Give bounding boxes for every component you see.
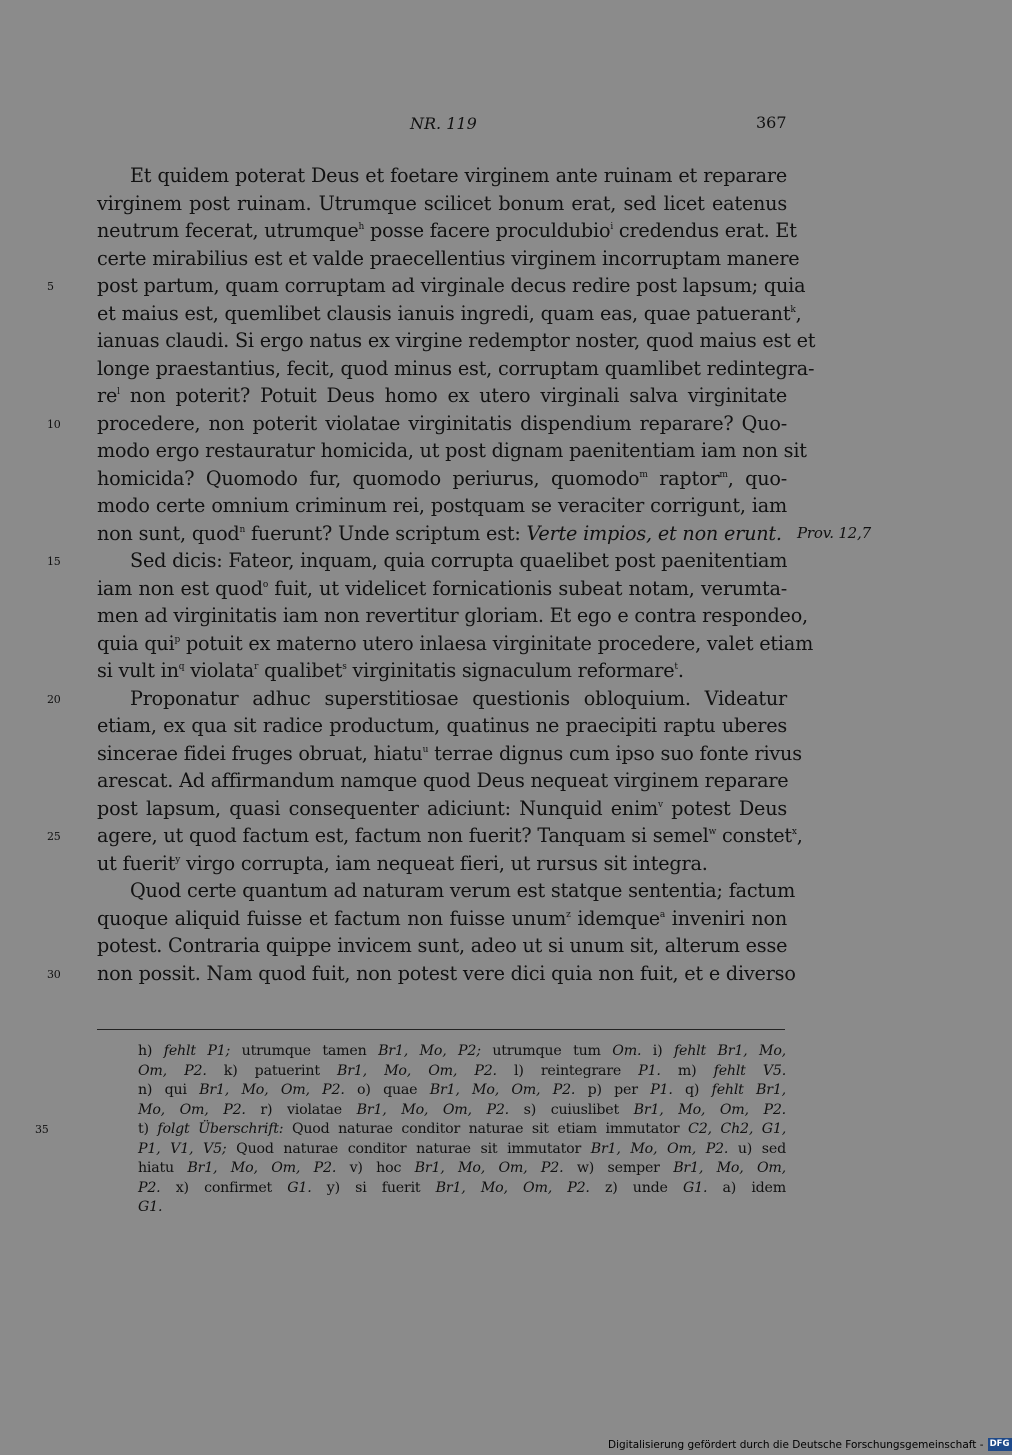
margin-note: Prov. 12,7 [797, 523, 871, 542]
text-line [47, 272, 806, 300]
text-line [97, 162, 787, 190]
line-text: neutrum fecerat, utrumque$^h$ posse facere proculdubio$^i$ credendus erat. Et [97, 219, 797, 242]
line-text: procedere, non poterit violatae virginitatis dispendium reparare? Quo- [97, 411, 787, 435]
text-line [97, 575, 787, 603]
line-text: homicida? Quomodo fur, quomodo periurus, quomodo$^m$ raptor$^m$, quo- [97, 466, 787, 490]
text-line [97, 657, 787, 685]
line-text: non sunt, quod$^n$ fuerunt? Unde scriptum est: Verte impios, et non erunt. [97, 521, 782, 545]
running-title: NR. 119 [410, 114, 477, 133]
main-text [47, 162, 871, 987]
text-line [97, 740, 802, 768]
text-line [97, 300, 802, 328]
line-text: sincerae fidei fruges obruat, hiatu$^u$ terrae dignus cum ipso suo fonte rivus [97, 741, 802, 765]
apparatus-text: Mo, Om, P2. r) violatae Br1, Mo, Om, P2. s) cuiuslibet Br1, Mo, Om, P2. [138, 1101, 786, 1118]
text-line [47, 547, 788, 575]
line-text: iam non est quod$^o$ fuit, ut videlicet fornicationis subeat notam, verumta- [97, 576, 787, 600]
line-text: etiam, ex qua sit radice productum, quatinus ne praecipiti raptu uberes [97, 714, 787, 737]
apparatus-line [138, 1159, 786, 1179]
line-text: quia qui$^p$ potuit ex materno utero inlaesa virginitate procedere, valet etiam [97, 631, 814, 655]
text-line [97, 465, 787, 493]
apparatus-text: hiatu Br1, Mo, Om, P2. v) hoc Br1, Mo, Om, P2. w) semper Br1, Mo, Om, [138, 1160, 786, 1176]
apparatus-line [35, 1120, 786, 1140]
apparatus-text: t) folgt Überschrift: Quod naturae conditor naturae sit etiam immutator C2, Ch2, G1, [138, 1121, 786, 1137]
line-text: agere, ut quod factum est, factum non fuerit? Tanquam si semel$^w$ constet$^x$, [97, 824, 803, 847]
line-text: et maius est, quemlibet clausis ianuis ingredi, quam eas, quae patuerant$^k$, [97, 301, 802, 325]
text-line [97, 932, 787, 960]
line-text: modo ergo restauratur homicida, ut post dignam paenitentiam iam non sit [97, 439, 807, 462]
line-text: longe praestantius, fecit, quod minus est, corruptam quamlibet redintegra- [97, 356, 815, 380]
text-line [47, 685, 787, 713]
text-line [97, 767, 787, 795]
line-number: 20 [47, 692, 61, 706]
text-line [97, 217, 797, 245]
line-number: 35 [35, 1123, 49, 1136]
digitization-footer [608, 1437, 1012, 1452]
line-text: si vult $in^q$ violata$^r$ qualibet$^s$ virginitatis signaculum reformare$^t$. [97, 659, 684, 682]
line-text: certe mirabilius est et valde praecellentius virginem incorruptam manere [97, 246, 800, 270]
line-text: ut fuerit$^y$ virgo corrupta, iam nequeat fieri, ut rursus sit integra. [97, 851, 708, 875]
line-text: quoque aliquid fuisse et factum non fuisse unum$^z$ idemque$^a$ inveniri non [97, 906, 788, 930]
apparatus-line [138, 1198, 786, 1218]
line-text: post lapsum, quasi consequenter adiciunt: Nunquid enim$^v$ potest Deus [97, 796, 788, 820]
line-number: 5 [47, 280, 54, 293]
apparatus-line [138, 1101, 786, 1121]
line-number: 25 [47, 830, 61, 843]
line-text: non possit. Nam quod fuit, non potest vere dici quia non fuit, et e diverso [97, 961, 796, 985]
line-text: post partum, quam corruptam ad virginale decus redire post lapsum; quia [97, 274, 806, 297]
apparatus-text: Om, P2. k) patuerint Br1, Mo, Om, P2. l) reintegrare P1. m) fehlt V5. [138, 1062, 787, 1079]
line-number: 10 [47, 417, 61, 431]
line-text: potest. Contraria quippe invicem sunt, adeo ut si unum sit, alterum esse [97, 934, 788, 957]
apparatus-line [138, 1062, 786, 1082]
text-line [47, 822, 803, 850]
line-text: $re^l$ non poterit? Potuit Deus homo ex utero virginali salva virginitate [97, 384, 787, 407]
line-text: ianuas claudi. Si ergo natus ex virgine redemptor noster, quod maius est et [97, 329, 816, 352]
apparatus-text: n) qui Br1, Mo, Om, P2. o) quae Br1, Mo, Om, P2. p) per P1. q) fehlt Br1, [138, 1082, 786, 1098]
text-line [97, 877, 796, 905]
footnote-rule [97, 1029, 785, 1030]
text-line [47, 410, 787, 438]
apparatus-text: P2. x) confirmet G1. y) si fuerit Br1, Mo, Om, P2. z) unde G1. a) idem [138, 1179, 786, 1196]
text-line [97, 630, 814, 658]
apparatus-line [138, 1081, 786, 1101]
apparatus-line [138, 1042, 786, 1062]
text-line [97, 437, 807, 465]
page-number: 367 [756, 113, 787, 132]
text-line [97, 382, 787, 410]
text-line [97, 905, 787, 933]
apparatus-line [138, 1179, 786, 1199]
text-line [97, 492, 787, 520]
text-line [97, 850, 787, 878]
line-number: 30 [47, 967, 61, 981]
line-text: Quod certe quantum ad naturam verum est statque sententia; factum [130, 879, 796, 902]
text-line [97, 520, 871, 548]
line-text: Proponatur adhuc superstitiosae questionis obloquium. Videatur [130, 686, 787, 710]
dfg-logo: DFG [988, 1438, 1012, 1451]
footer-text: Digitalisierung gefördert durch die Deutsche Forschungsgemeinschaft - [608, 1438, 984, 1451]
line-text: modo certe omnium criminum rei, postquam se veraciter corrigunt, iam [97, 494, 787, 517]
line-text: arescat. Ad affirmandum namque quod Deus nequeat virginem reparare [97, 769, 789, 792]
line-text: virginem post ruinam. Utrumque scilicet bonum erat, sed licet eatenus [97, 191, 787, 215]
text-line [97, 190, 787, 218]
text-line [97, 712, 787, 740]
apparatus-text: G1. [138, 1199, 163, 1215]
text-line [97, 602, 808, 630]
text-line [97, 795, 787, 823]
apparatus-line [138, 1140, 786, 1160]
apparatus-text: P1, V1, V5; Quod naturae conditor naturae sit immutator Br1, Mo, Om, P2. u) sed [138, 1140, 786, 1157]
text-line [97, 245, 800, 273]
line-number: 15 [47, 555, 61, 568]
line-text: men ad virginitatis iam non revertitur gloriam. Et ego e contra respondeo, [97, 604, 808, 627]
text-line [47, 960, 796, 988]
text-line [97, 327, 816, 355]
line-text: Et quidem poterat Deus et foetare virginem ante ruinam et reparare [130, 164, 787, 187]
text-line [97, 355, 815, 383]
critical-apparatus [35, 1042, 787, 1218]
line-text: Sed dicis: Fateor, inquam, quia corrupta quaelibet post paenitentiam [130, 549, 788, 572]
apparatus-text: h) fehlt P1; utrumque tamen Br1, Mo, P2; utrumque tum Om. i) fehlt Br1, Mo, [138, 1043, 786, 1059]
